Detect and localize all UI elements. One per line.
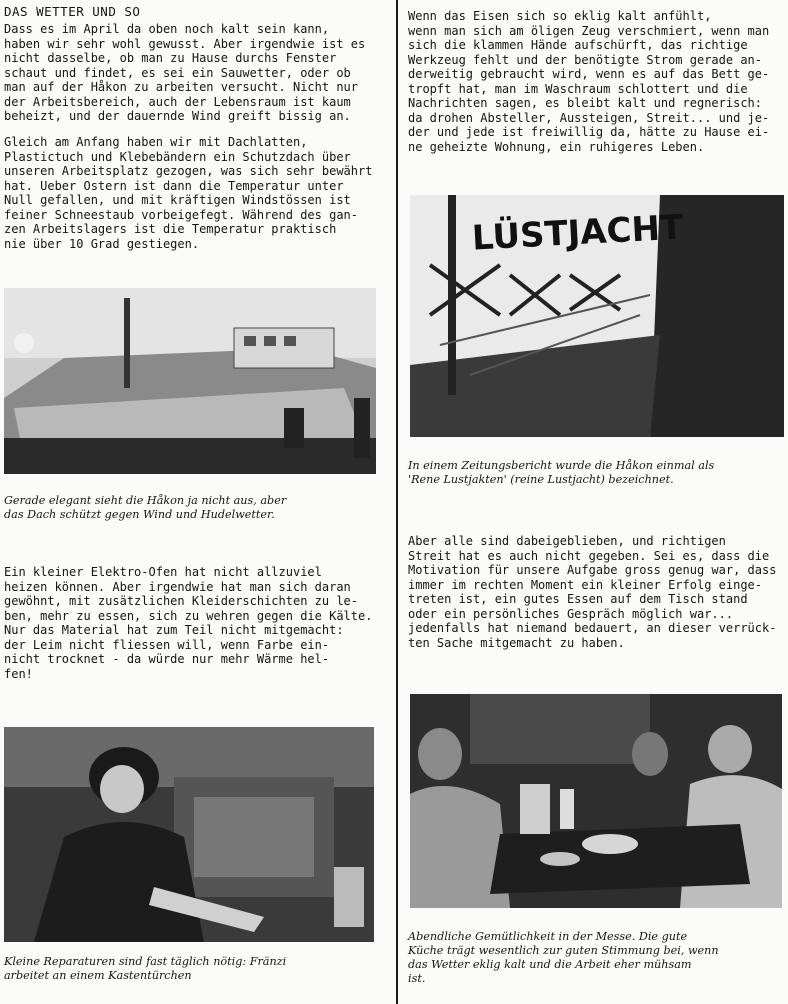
left-paragraph-1: Dass es im April da oben noch kalt sein kann, haben wir sehr wohl gewusst. Aber irgendwie ist es nicht dasselbe, ob man zu Hause durchs Fenster schaut und findet, es sei ein Sauwetter, oder ob man auf der Håkon zu arbeiten versucht. Nicht nur der Arbeitsbereich, auch der Lebensraum ist kaum beheizt, und der dauernde Wind greift bissig an. — [4, 22, 366, 123]
caption-hakon-ship: Gerade elegant sieht die Håkon ja nicht aus, aber das Dach schützt gegen Wind und Hudelwetter. — [4, 494, 287, 521]
photo-hakon-ship — [4, 288, 376, 474]
lustjacht-graffiti: LÜSTJACHT — [471, 207, 685, 259]
column-divider — [396, 0, 398, 1004]
photo-messe-evening — [410, 694, 782, 908]
caption-franzi-repairing: Kleine Reparaturen sind fast täglich nötig: Fränzi arbeitet an einem Kastentürchen — [4, 955, 287, 982]
article-heading: DAS WETTER UND SO — [4, 4, 141, 19]
left-paragraph-3: Ein kleiner Elektro-Ofen hat nicht allzuviel heizen können. Aber irgendwie hat man sich daran gewöhnt, mit zusätzlichen Kleiderschichten zu le- ben, mehr zu essen, sich zu wehren gegen die Kälte. Nur das Material hat zum Teil nicht mitgemacht: der Leim nicht fliessen will, wenn Farbe ein- nicht trocknet - da würde nur mehr Wärme hel- fen! — [4, 565, 373, 681]
photo-lustjacht-hull — [410, 195, 784, 437]
left-paragraph-2: Gleich am Anfang haben wir mit Dachlatten, Plastictuch und Klebebändern ein Schutzdach über unseren Arbeitsplatz gezogen, was sich sehr bewährt hat. Ueber Ostern ist dann die Temperatur unter Null gefallen, und mit kräftigen Windstössen ist feiner Schneestaub vorbeigefegt. Während des gan- zen Arbeitslagers ist die Temperatur praktisch nie über 10 Grad gestiegen. — [4, 135, 373, 251]
right-paragraph-1: Wenn das Eisen sich so eklig kalt anfühlt, wenn man sich am öligen Zeug verschmiert, wenn man sich die klammen Hände aufschürft, das richtige Werkzeug fehlt und der benötigte Strom gerade an- derweitig gebraucht wird, wenn es auf das Bett ge- tropft hat, man im Waschraum schlottert und die Nachrichten sagen, es bleibt kalt und regnerisch: da drohen Absteller, Aussteigen, Streit... und je- der und jede ist freiwillig da, hätte zu Hause ei- ne geheizte Wohnung, ein ruhigeres Leben. — [408, 9, 770, 154]
caption-lustjacht: In einem Zeitungsbericht wurde die Håkon einmal als 'Rene Lustjakten' (reine Lustjacht) bezeichnet. — [408, 459, 715, 486]
caption-messe-evening: Abendliche Gemütlichkeit in der Messe. Die gute Küche trägt wesentlich zur guten Stimmung bei, wenn das Wetter eklig kalt und die Arbeit eher mühsam ist. — [408, 930, 719, 985]
right-paragraph-2: Aber alle sind dabeigeblieben, und richtigen Streit hat es auch nicht gegeben. Sei es, dass die Motivation für unsere Aufgabe gross genug war, dass immer im rechten Moment ein kleiner Erfolg einge- treten ist, ein gutes Essen auf dem Tisch stand oder ein persönliches Gespräch möglich war... jedenfalls hat niemand bedauert, an dieser verrück- ten Sache mitgemacht zu haben. — [408, 534, 777, 650]
photo-franzi-repairing — [4, 727, 374, 942]
